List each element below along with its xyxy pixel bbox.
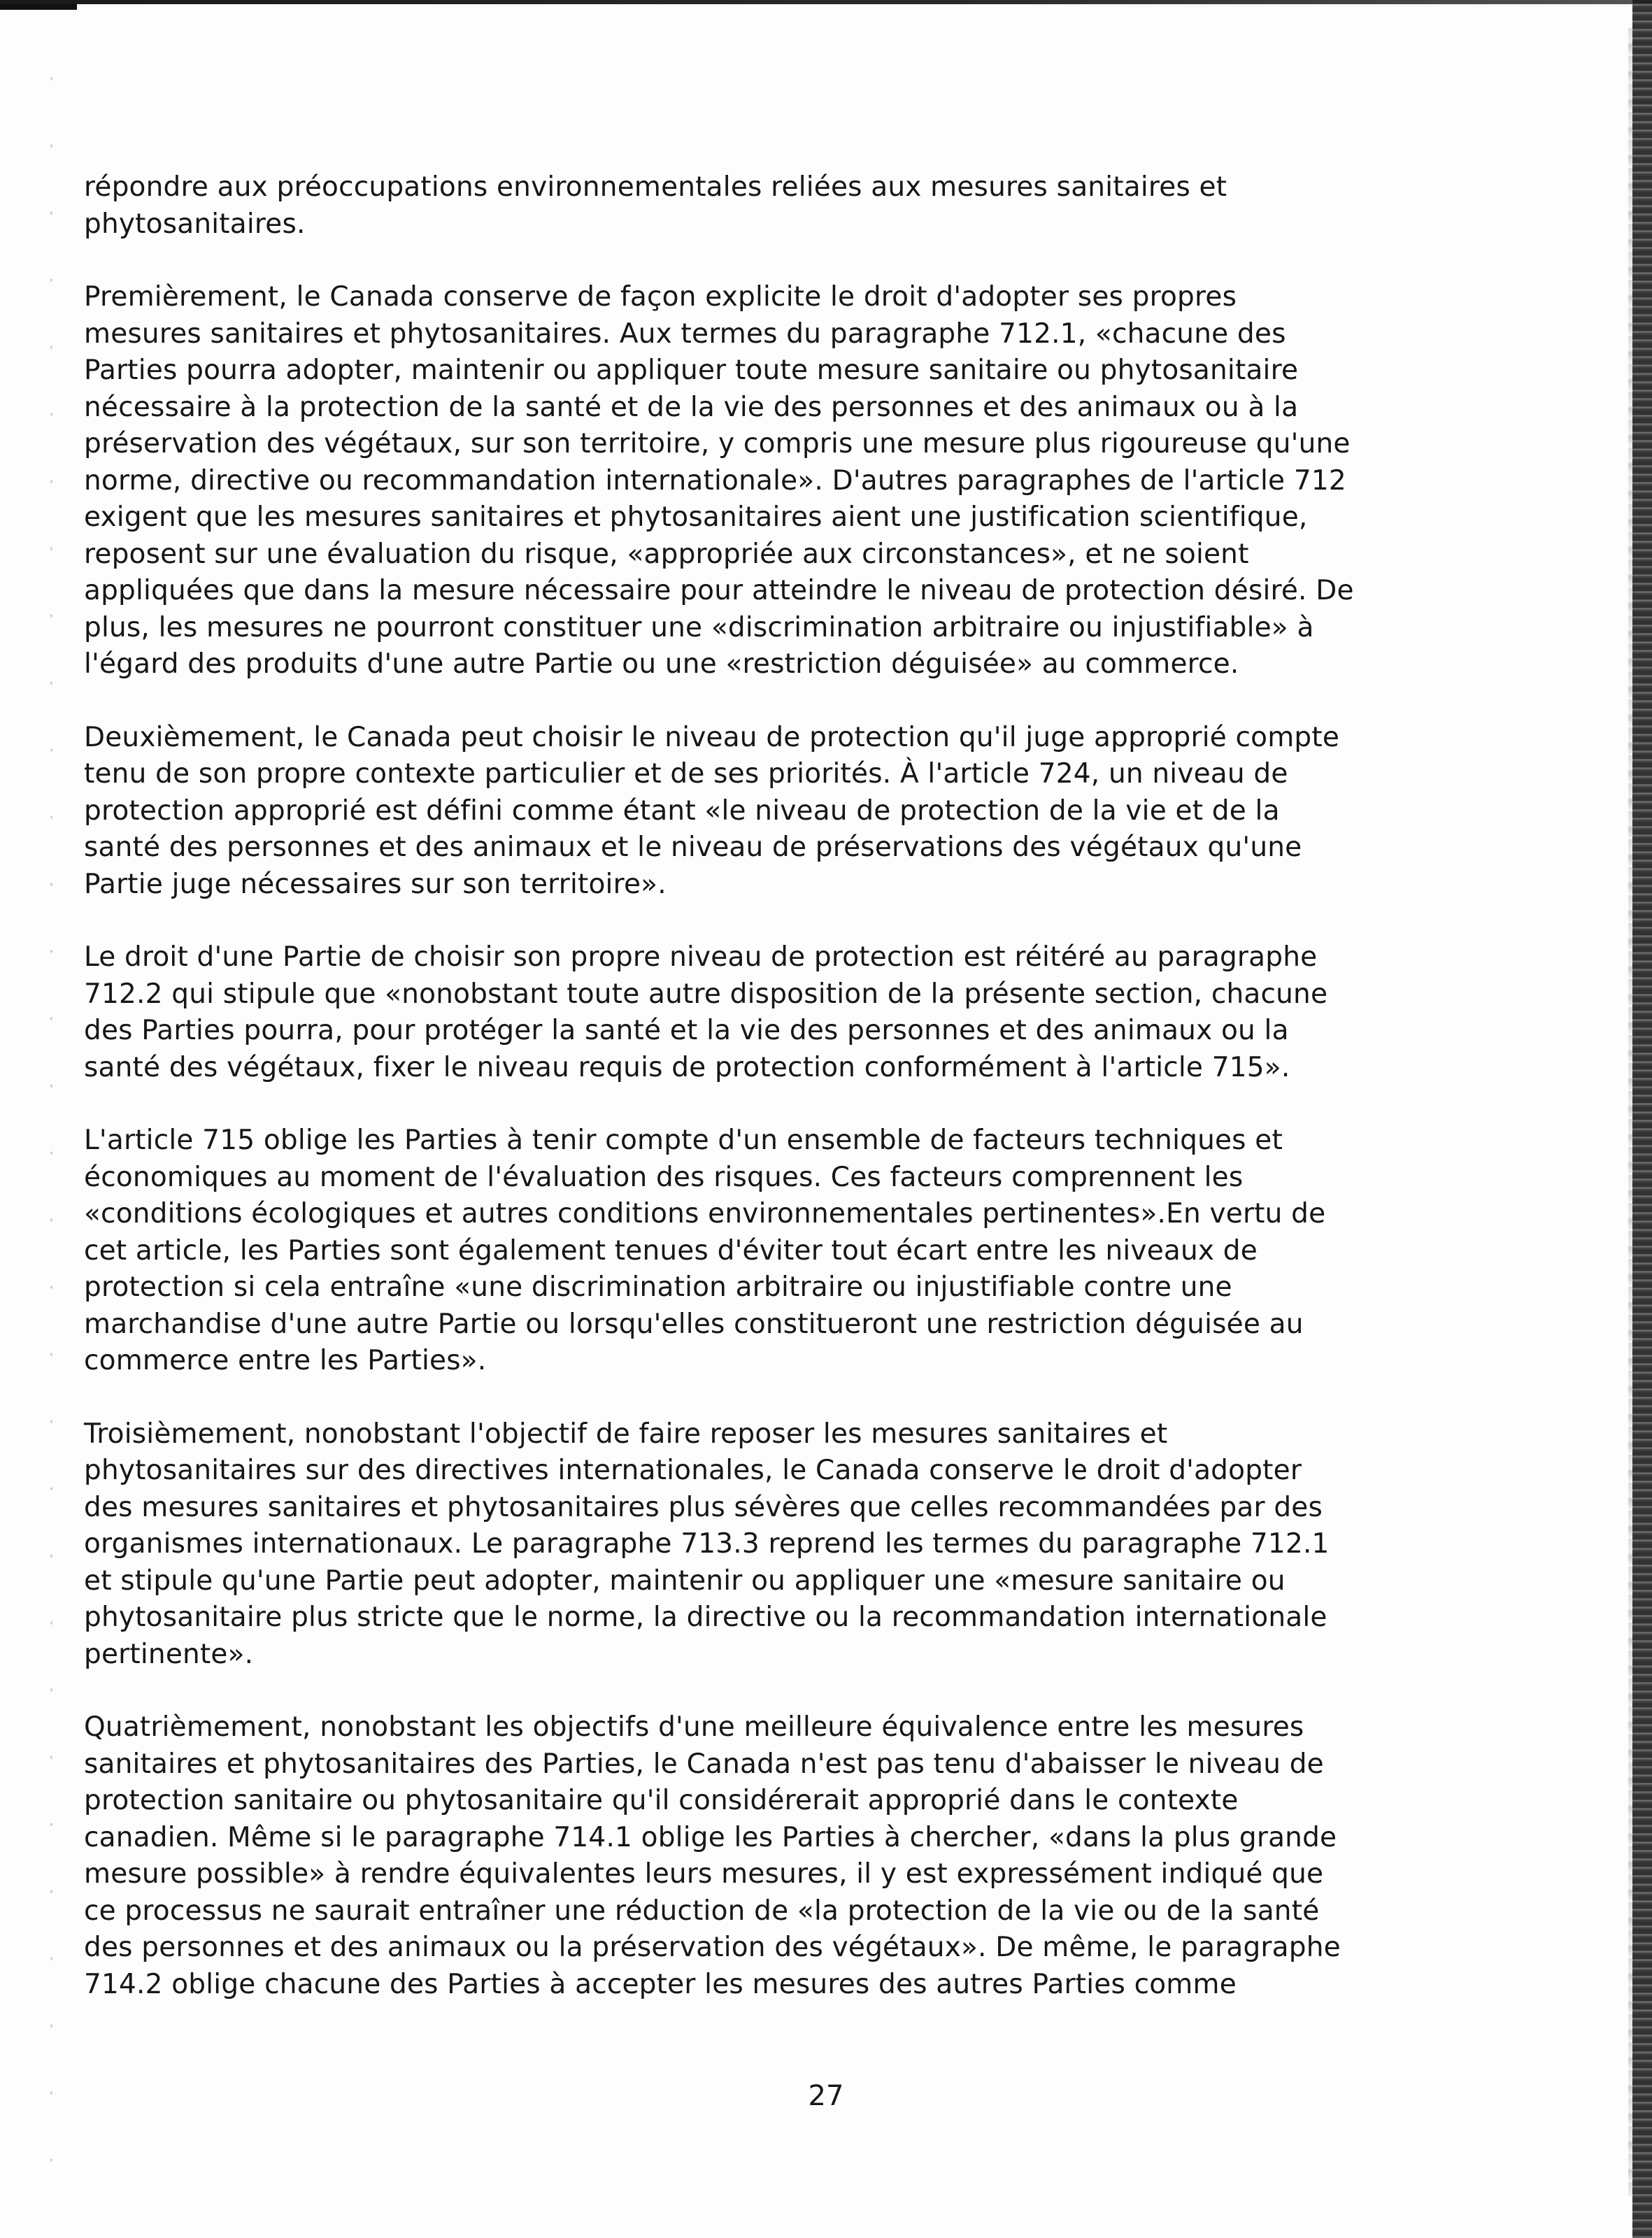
text-line: des Parties pourra, pour protéger la santé et la vie des personnes et des animaux ou la xyxy=(84,1015,1289,1046)
text-line: économiques au moment de l'évaluation des risques. Ces facteurs comprennent les xyxy=(84,1161,1244,1193)
text-line: organismes internationaux. Le paragraphe 713.3 reprend les termes du paragraphe 712.1 xyxy=(84,1528,1330,1560)
text-line: préservation des végétaux, sur son territoire, y compris une mesure plus rigoureuse qu'une xyxy=(84,428,1351,459)
text-line: commerce entre les Parties». xyxy=(84,1345,487,1376)
text-line: l'égard des produits d'une autre Partie ou une «restriction déguisée» au commerce. xyxy=(84,648,1239,680)
text-line: et stipule qu'une Partie peut adopter, maintenir ou appliquer une «mesure sanitaire ou xyxy=(84,1565,1286,1597)
text-line: marchandise d'une autre Partie ou lorsqu'elles constitueront une restriction déguisée au xyxy=(84,1308,1304,1340)
text-line: des mesures sanitaires et phytosanitaires plus sévères que celles recommandées par des xyxy=(84,1491,1323,1523)
text-line: nécessaire à la protection de la santé et de la vie des personnes et des animaux ou à la xyxy=(84,391,1299,423)
text-line: cet article, les Parties sont également tenues d'éviter tout écart entre les niveaux de xyxy=(84,1234,1258,1267)
text-line: mesures sanitaires et phytosanitaires. Aux termes du paragraphe 712.1, «chacune des xyxy=(84,318,1286,350)
text-line: norme, directive ou recommandation internationale». D'autres paragraphes de l'article 712 xyxy=(84,464,1346,497)
text-line: Quatrièmement, nonobstant les objectifs d'une meilleure équivalence entre les mesures xyxy=(84,1711,1304,1743)
text-line: répondre aux préoccupations environnementales reliées aux mesures sanitaires et xyxy=(84,171,1227,203)
paragraph xyxy=(84,1416,1518,1674)
scan-right-edge-artifact xyxy=(1632,0,1652,2238)
scan-left-margin-artifact xyxy=(50,14,52,2224)
text-line: Partie juge nécessaires sur son territoire». xyxy=(84,868,667,900)
text-line: Deuxièmement, le Canada peut choisir le niveau de protection qu'il juge approprié compte xyxy=(84,721,1340,753)
paragraph xyxy=(84,279,1518,683)
text-line: ce processus ne saurait entraîner une réduction de «la protection de la vie ou de la santé xyxy=(84,1895,1320,1927)
text-line: Le droit d'une Partie de choisir son propre niveau de protection est réitéré au paragraphe xyxy=(84,941,1318,973)
text-line: protection sanitaire ou phytosanitaire qu'il considérerait approprié dans le contexte xyxy=(84,1785,1239,1816)
page-number: 27 xyxy=(808,2080,844,2112)
text-line: reposent sur une évaluation du risque, «appropriée aux circonstances», et ne soient xyxy=(84,538,1249,570)
text-line: phytosanitaires. xyxy=(84,208,306,240)
body-text xyxy=(84,169,1518,2039)
text-line: plus, les mesures ne pourront constituer une «discrimination arbitraire ou injustifiable» à xyxy=(84,611,1314,643)
text-line: mesure possible» à rendre équivalentes leurs mesures, il y est expressément indiqué que xyxy=(84,1858,1324,1890)
text-line: sanitaires et phytosanitaires des Parties, le Canada n'est pas tenu d'abaisser le niveau de xyxy=(84,1748,1324,1780)
text-line: tenu de son propre contexte particulier et de ses priorités. À l'article 724, un niveau de xyxy=(84,758,1288,790)
text-line: exigent que les mesures sanitaires et phytosanitaires aient une justification scientifique, xyxy=(84,501,1308,533)
text-line: 714.2 oblige chacune des Parties à accepter les mesures des autres Parties comme xyxy=(84,1968,1237,2000)
paragraph xyxy=(84,169,1518,243)
text-line: Premièrement, le Canada conserve de façon explicite le droit d'adopter ses propres xyxy=(84,281,1237,313)
scan-top-edge-artifact xyxy=(0,0,1652,4)
text-line: protection approprié est défini comme étant «le niveau de protection de la vie et de la xyxy=(84,794,1280,827)
text-line: santé des personnes et des animaux et le niveau de préservations des végétaux qu'une xyxy=(84,832,1302,863)
paragraph xyxy=(84,720,1518,904)
text-line: canadien. Même si le paragraphe 714.1 oblige les Parties à chercher, «dans la plus grande xyxy=(84,1821,1337,1853)
paragraph xyxy=(84,1122,1518,1380)
text-line: L'article 715 oblige les Parties à tenir compte d'un ensemble de facteurs techniques et xyxy=(84,1125,1283,1156)
text-line: phytosanitaire plus stricte que le norme, la directive ou la recommandation internationale xyxy=(84,1602,1327,1633)
text-line: 712.2 qui stipule que «nonobstant toute autre disposition de la présente section, chacune xyxy=(84,978,1328,1010)
paragraph xyxy=(84,1709,1518,2003)
text-line: appliquées que dans la mesure nécessaire pour atteindre le niveau de protection désiré. De xyxy=(84,575,1354,606)
text-line: des personnes et des animaux ou la préservation des végétaux». De même, le paragraphe xyxy=(84,1932,1341,1963)
text-line: santé des végétaux, fixer le niveau requis de protection conformément à l'article 715». xyxy=(84,1051,1290,1083)
text-line: pertinente». xyxy=(84,1638,254,1670)
text-line: Parties pourra adopter, maintenir ou appliquer toute mesure sanitaire ou phytosanitaire xyxy=(84,355,1299,386)
text-line: phytosanitaires sur des directives internationales, le Canada conserve le droit d'adopter xyxy=(84,1455,1302,1486)
text-line: protection si cela entraîne «une discrimination arbitraire ou injustifiable contre une xyxy=(84,1271,1232,1303)
text-line: Troisièmement, nonobstant l'objectif de faire reposer les mesures sanitaires et xyxy=(84,1418,1168,1450)
paragraph xyxy=(84,939,1518,1086)
text-line: «conditions écologiques et autres conditions environnementales pertinentes».En vertu de xyxy=(84,1198,1326,1230)
